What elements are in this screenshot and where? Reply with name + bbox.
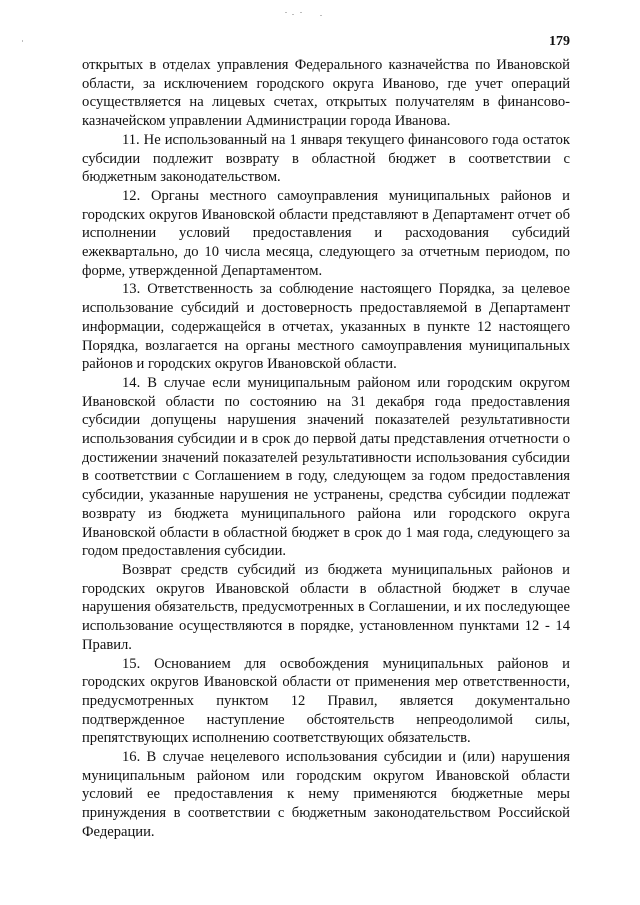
paragraph-item-13: 13. Ответственность за соблюдение настоящего Порядка, за целевое использование субсидий и достоверность предоставляемой в Департамент информации, содержащейся в отчетах, указанных в пункте 12 настоящего Порядка, возлагается на органы местного самоуправления муниципальных районов и городских округов Ивановской области.	[82, 281, 570, 373]
paragraph-item-15: 15. Основанием для освобождения муниципальных районов и городских округов Ивановской области от применения мер ответственности, предусмотренных пунктом 12 Правил, является документально подтвержденное наступление обстоятельств непреодолимой силы, препятствующих исполнению соответствующих обязательств.	[82, 655, 570, 747]
paragraph-item-11: 11. Не использованный на 1 января текущего финансового года остаток субсидии подлежит возврату в областной бюджет в соответствии с бюджетным законодательством.	[82, 131, 570, 186]
scan-speck	[292, 14, 294, 15]
scan-speck	[300, 12, 302, 13]
scan-speck	[285, 12, 287, 13]
page-number: 179	[549, 34, 570, 49]
paragraph-item-14: 14. В случае если муниципальным районом или городским округом Ивановской области по состоянию на 31 декабря года предоставления субсидии допущены нарушения значений показателей результативности использования субсидии и в срок до первой даты представления отчетности о достижении значений показателей результативности использования субсидии в соответствии с Соглашением в году, следующем за годом предоставления субсидии, указанные нарушения не устранены, средства субсидии подлежат возврату из бюджета муниципального района или городского округа Ивановской области в областной бюджет в срок до 1 мая года, следующего за годом предоставления субсидии.	[82, 374, 570, 560]
paragraph-refund: Возврат средств субсидий из бюджета муниципальных районов и городских округов Ивановской области в областной бюджет в случае нарушения обязательств, предусмотренных в Соглашении, и их последующее использование осуществляются в порядке, установленном пунктами 12 - 14 Правил.	[82, 561, 570, 653]
paragraph-item-12: 12. Органы местного самоуправления муниципальных районов и городских округов Ивановской области представляют в Департамент отчет об исполнении условий предоставления и расходования субсидий ежеквартально, до 10 числа месяца, следующего за отчетным периодом, по форме, утвержденной Департаментом.	[82, 187, 570, 279]
scan-speck	[22, 40, 23, 42]
document-body	[82, 56, 570, 842]
paragraph-continuation: открытых в отделах управления Федерального казначейства по Ивановской области, за исключением городского округа Иваново, где учет операций осуществляется на лицевых счетах, открытых получателям в финансово-казначейском управлении Администрации города Иванова.	[82, 57, 570, 130]
scan-speck	[320, 15, 322, 16]
paragraph-item-16: 16. В случае нецелевого использования субсидии и (или) нарушения муниципальным районом или городским округом Ивановской области условий ее предоставления к нему применяются бюджетные меры принуждения в соответствии с бюджетным законодательством Российской Федерации.	[82, 749, 570, 840]
